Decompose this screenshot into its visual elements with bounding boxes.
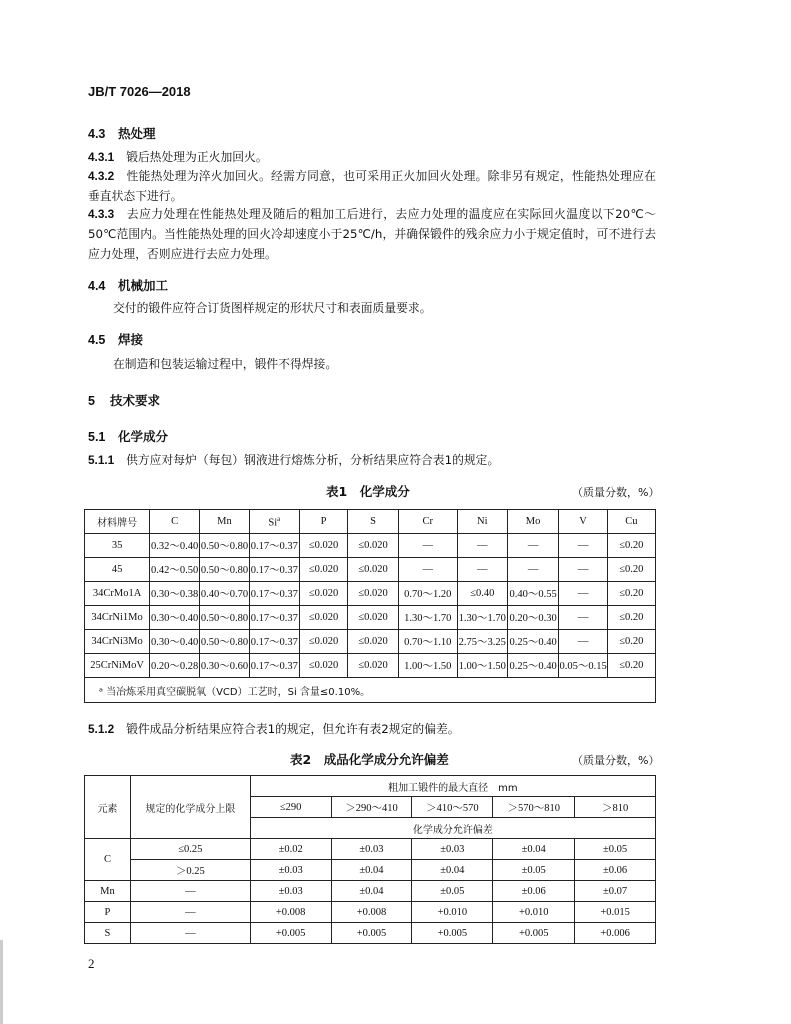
table-cell: 0.30～0.40 [150, 606, 200, 630]
table2-header-row [85, 776, 656, 797]
document-header: JB/T 7026—2018 [88, 84, 191, 99]
table-cell: ±0.07 [575, 881, 656, 902]
table1-header-cell: 材料牌号 [85, 510, 150, 534]
table-cell: ±0.04 [331, 860, 412, 881]
table-cell: 0.17～0.37 [249, 534, 299, 558]
table-cell: ＞0.25 [130, 860, 250, 881]
table2-caption: 表2 成品化学成分允许偏差 [290, 752, 449, 767]
table-cell: 0.50～0.80 [200, 606, 250, 630]
section-heading-5-1: 5.1 化学成分 [88, 429, 169, 444]
table-cell: +0.008 [250, 902, 331, 923]
section-heading-5: 5 技术要求 [88, 393, 161, 408]
table-cell: 0.42～0.50 [150, 558, 200, 582]
table-cell: 0.70～1.10 [398, 630, 457, 654]
paragraph-4-3-3: 4.3.3 去应力处理在性能热处理及随后的粗加工后进行，去应力处理的温度应在实际回火温度以下20℃～50℃范围内。当性能热处理的回火冷却速度小于25℃/h，并确保锻件的残余应力小于规定值时，可不进行去应力处理，否则应进行去应力处理。 [88, 207, 656, 261]
table-cell: — [457, 534, 507, 558]
table-row [85, 606, 656, 630]
table-cell: +0.005 [412, 923, 493, 944]
table-cell: — [507, 534, 559, 558]
table1-header-cell: C [150, 510, 200, 534]
section-heading-4-3: 4.3 热处理 [88, 126, 156, 141]
table-cell: ≤0.20 [607, 582, 655, 606]
table-cell: 0.05～0.15 [559, 654, 607, 678]
table-row [85, 534, 656, 558]
table-cell: ±0.06 [493, 881, 575, 902]
table-cell: 34CrNi3Mo [85, 630, 150, 654]
section-heading-4-4: 4.4 机械加工 [88, 278, 169, 293]
table-cell: P [85, 902, 131, 923]
table-cell: +0.006 [575, 923, 656, 944]
table-cell: +0.005 [493, 923, 575, 944]
table-cell: ±0.05 [493, 860, 575, 881]
table-cell: ≤0.20 [607, 534, 655, 558]
table-cell: ≤0.020 [299, 630, 348, 654]
table-cell: — [559, 606, 607, 630]
table-cell: — [457, 558, 507, 582]
table-cell: 25CrNiMoV [85, 654, 150, 678]
table-cell: ≤0.020 [348, 582, 398, 606]
table-cell: 0.17～0.37 [249, 630, 299, 654]
table1-header-cell: Cu [607, 510, 655, 534]
table-cell: +0.010 [412, 902, 493, 923]
table-cell: ≤0.40 [457, 582, 507, 606]
table-cell: ≤0.020 [299, 558, 348, 582]
table-cell: 0.40～0.55 [507, 582, 559, 606]
table-cell: 0.32～0.40 [150, 534, 200, 558]
table-cell: — [398, 534, 457, 558]
table-cell: ≤0.20 [607, 558, 655, 582]
table2-diameter-cell: ＞810 [575, 797, 656, 818]
table-cell: 0.17～0.37 [249, 582, 299, 606]
table-cell: ±0.03 [412, 839, 493, 860]
table-cell: ±0.02 [250, 839, 331, 860]
table1-header-cell: Mo [507, 510, 559, 534]
table-cell: +0.005 [331, 923, 412, 944]
table-cell: ≤0.020 [299, 582, 348, 606]
table-row [85, 558, 656, 582]
table-cell: — [559, 582, 607, 606]
paragraph-4-4: 交付的锻件应符合订货图样规定的形状尺寸和表面质量要求。 [113, 301, 432, 315]
table1-header-cell: S [348, 510, 398, 534]
paragraph-4-3-2: 4.3.2 性能热处理为淬火加回火。经需方同意，也可采用正火加回火处理。除非另有规定，性能热处理应在垂直状态下进行。 [88, 169, 656, 203]
table-cell: C [85, 839, 131, 881]
table2-unit: （质量分数，%） [572, 754, 660, 767]
table-cell: ≤0.020 [348, 654, 398, 678]
table-cell: — [559, 630, 607, 654]
table-cell: 0.30～0.40 [150, 630, 200, 654]
table1-header-cell: V [559, 510, 607, 534]
table1-header-row [85, 510, 656, 534]
table-cell: 0.20～0.30 [507, 606, 559, 630]
table-cell: 0.50～0.80 [200, 558, 250, 582]
chemical-composition-table [84, 509, 656, 703]
table-cell: ≤0.020 [299, 654, 348, 678]
table-row [85, 902, 656, 923]
table1-caption: 表1 化学成分 [326, 484, 410, 499]
table-cell: ±0.04 [331, 881, 412, 902]
table-cell: ≤0.020 [348, 534, 398, 558]
table-cell: Mn [85, 881, 131, 902]
table-row [85, 923, 656, 944]
table1-header-cell: Cr [398, 510, 457, 534]
table-cell: 0.40～0.70 [200, 582, 250, 606]
table-cell: ≤0.020 [299, 534, 348, 558]
table-cell: 0.17～0.37 [249, 558, 299, 582]
table-cell: 0.17～0.37 [249, 606, 299, 630]
page-edge-bar [0, 940, 3, 1024]
table-cell: 1.00～1.50 [398, 654, 457, 678]
table-cell: 34CrMo1A [85, 582, 150, 606]
table-cell: — [559, 558, 607, 582]
table-cell: 1.30～1.70 [398, 606, 457, 630]
table-cell: ≤0.20 [607, 606, 655, 630]
table1-note-row [85, 678, 656, 703]
table-cell: ±0.03 [250, 881, 331, 902]
table-cell: 0.25～0.40 [507, 630, 559, 654]
table-cell: ≤0.020 [348, 606, 398, 630]
paragraph-5-1-1: 5.1.1 供方应对每炉（每包）钢液进行熔炼分析，分析结果应符合表1的规定。 [88, 453, 500, 467]
table2-header-element: 元素 [85, 776, 131, 839]
table-cell: ±0.03 [250, 860, 331, 881]
table-cell: — [130, 902, 250, 923]
table2-header-diameter-group: 粗加工锻件的最大直径 mm [250, 776, 655, 797]
table-cell: 0.50～0.80 [200, 630, 250, 654]
section-heading-4-5: 4.5 焊接 [88, 332, 144, 347]
table-cell: +0.005 [250, 923, 331, 944]
table2-diameter-cell: ≤290 [250, 797, 331, 818]
table-cell: 0.30～0.60 [200, 654, 250, 678]
table-cell: — [559, 534, 607, 558]
table-cell: 0.30～0.38 [150, 582, 200, 606]
table-cell: 2.75～3.25 [457, 630, 507, 654]
table-cell: — [130, 881, 250, 902]
table-cell: 45 [85, 558, 150, 582]
table-cell: 0.70～1.20 [398, 582, 457, 606]
table-cell: ±0.04 [412, 860, 493, 881]
page-number: 2 [88, 956, 95, 971]
table-row [85, 654, 656, 678]
table2-diameter-cell: ＞570～810 [493, 797, 575, 818]
table-row [85, 582, 656, 606]
table-cell: — [398, 558, 457, 582]
tolerance-table [84, 775, 656, 944]
table-cell: ±0.05 [575, 839, 656, 860]
table-cell: 34CrNi1Mo [85, 606, 150, 630]
table-cell: S [85, 923, 131, 944]
table1-header-cell: Mn [200, 510, 250, 534]
table2-header-limit: 规定的化学成分上限 [130, 776, 250, 839]
table-cell: +0.008 [331, 902, 412, 923]
paragraph-4-5: 在制造和包装运输过程中，锻件不得焊接。 [113, 357, 338, 371]
table-row [85, 860, 656, 881]
paragraph-4-3-1: 4.3.1 锻后热处理为正火加回火。 [88, 150, 268, 164]
table-cell: 1.30～1.70 [457, 606, 507, 630]
table-cell: 1.00～1.50 [457, 654, 507, 678]
table-cell: ±0.05 [412, 881, 493, 902]
table1-footnote: ᵃ 当冶炼采用真空碳脱氧（VCD）工艺时，Si 含量≤0.10%。 [85, 678, 656, 703]
table-cell: 0.20～0.28 [150, 654, 200, 678]
table-cell: ≤0.020 [348, 558, 398, 582]
table-cell: ±0.06 [575, 860, 656, 881]
table-cell: ≤0.20 [607, 630, 655, 654]
table2-diameter-cell: ＞290～410 [331, 797, 412, 818]
table1-header-cell: Ni [457, 510, 507, 534]
table-cell: — [507, 558, 559, 582]
table1-unit: （质量分数，%） [572, 486, 660, 499]
table-cell: ≤0.25 [130, 839, 250, 860]
table-cell: 0.17～0.37 [249, 654, 299, 678]
table-cell: ≤0.020 [348, 630, 398, 654]
table-cell: 0.50～0.80 [200, 534, 250, 558]
table-cell: 0.25～0.40 [507, 654, 559, 678]
table-row [85, 839, 656, 860]
table-cell: ±0.03 [331, 839, 412, 860]
table-row [85, 881, 656, 902]
table-cell: +0.015 [575, 902, 656, 923]
table-cell: ≤0.20 [607, 654, 655, 678]
table-cell: — [130, 923, 250, 944]
table-row [85, 630, 656, 654]
table2-diameter-cell: ＞410～570 [412, 797, 493, 818]
table-cell: ±0.04 [493, 839, 575, 860]
table1-header-cell: Si$^a$ [249, 510, 299, 534]
table-cell: ≤0.020 [299, 606, 348, 630]
footnote-marker: a [277, 514, 281, 523]
paragraph-5-1-2: 5.1.2 锻件成品分析结果应符合表1的规定，但允许有表2规定的偏差。 [88, 722, 460, 736]
table2-subheader: 化学成分允许偏差 [250, 818, 655, 839]
table-cell: +0.010 [493, 902, 575, 923]
table-cell: 35 [85, 534, 150, 558]
table1-header-cell: P [299, 510, 348, 534]
